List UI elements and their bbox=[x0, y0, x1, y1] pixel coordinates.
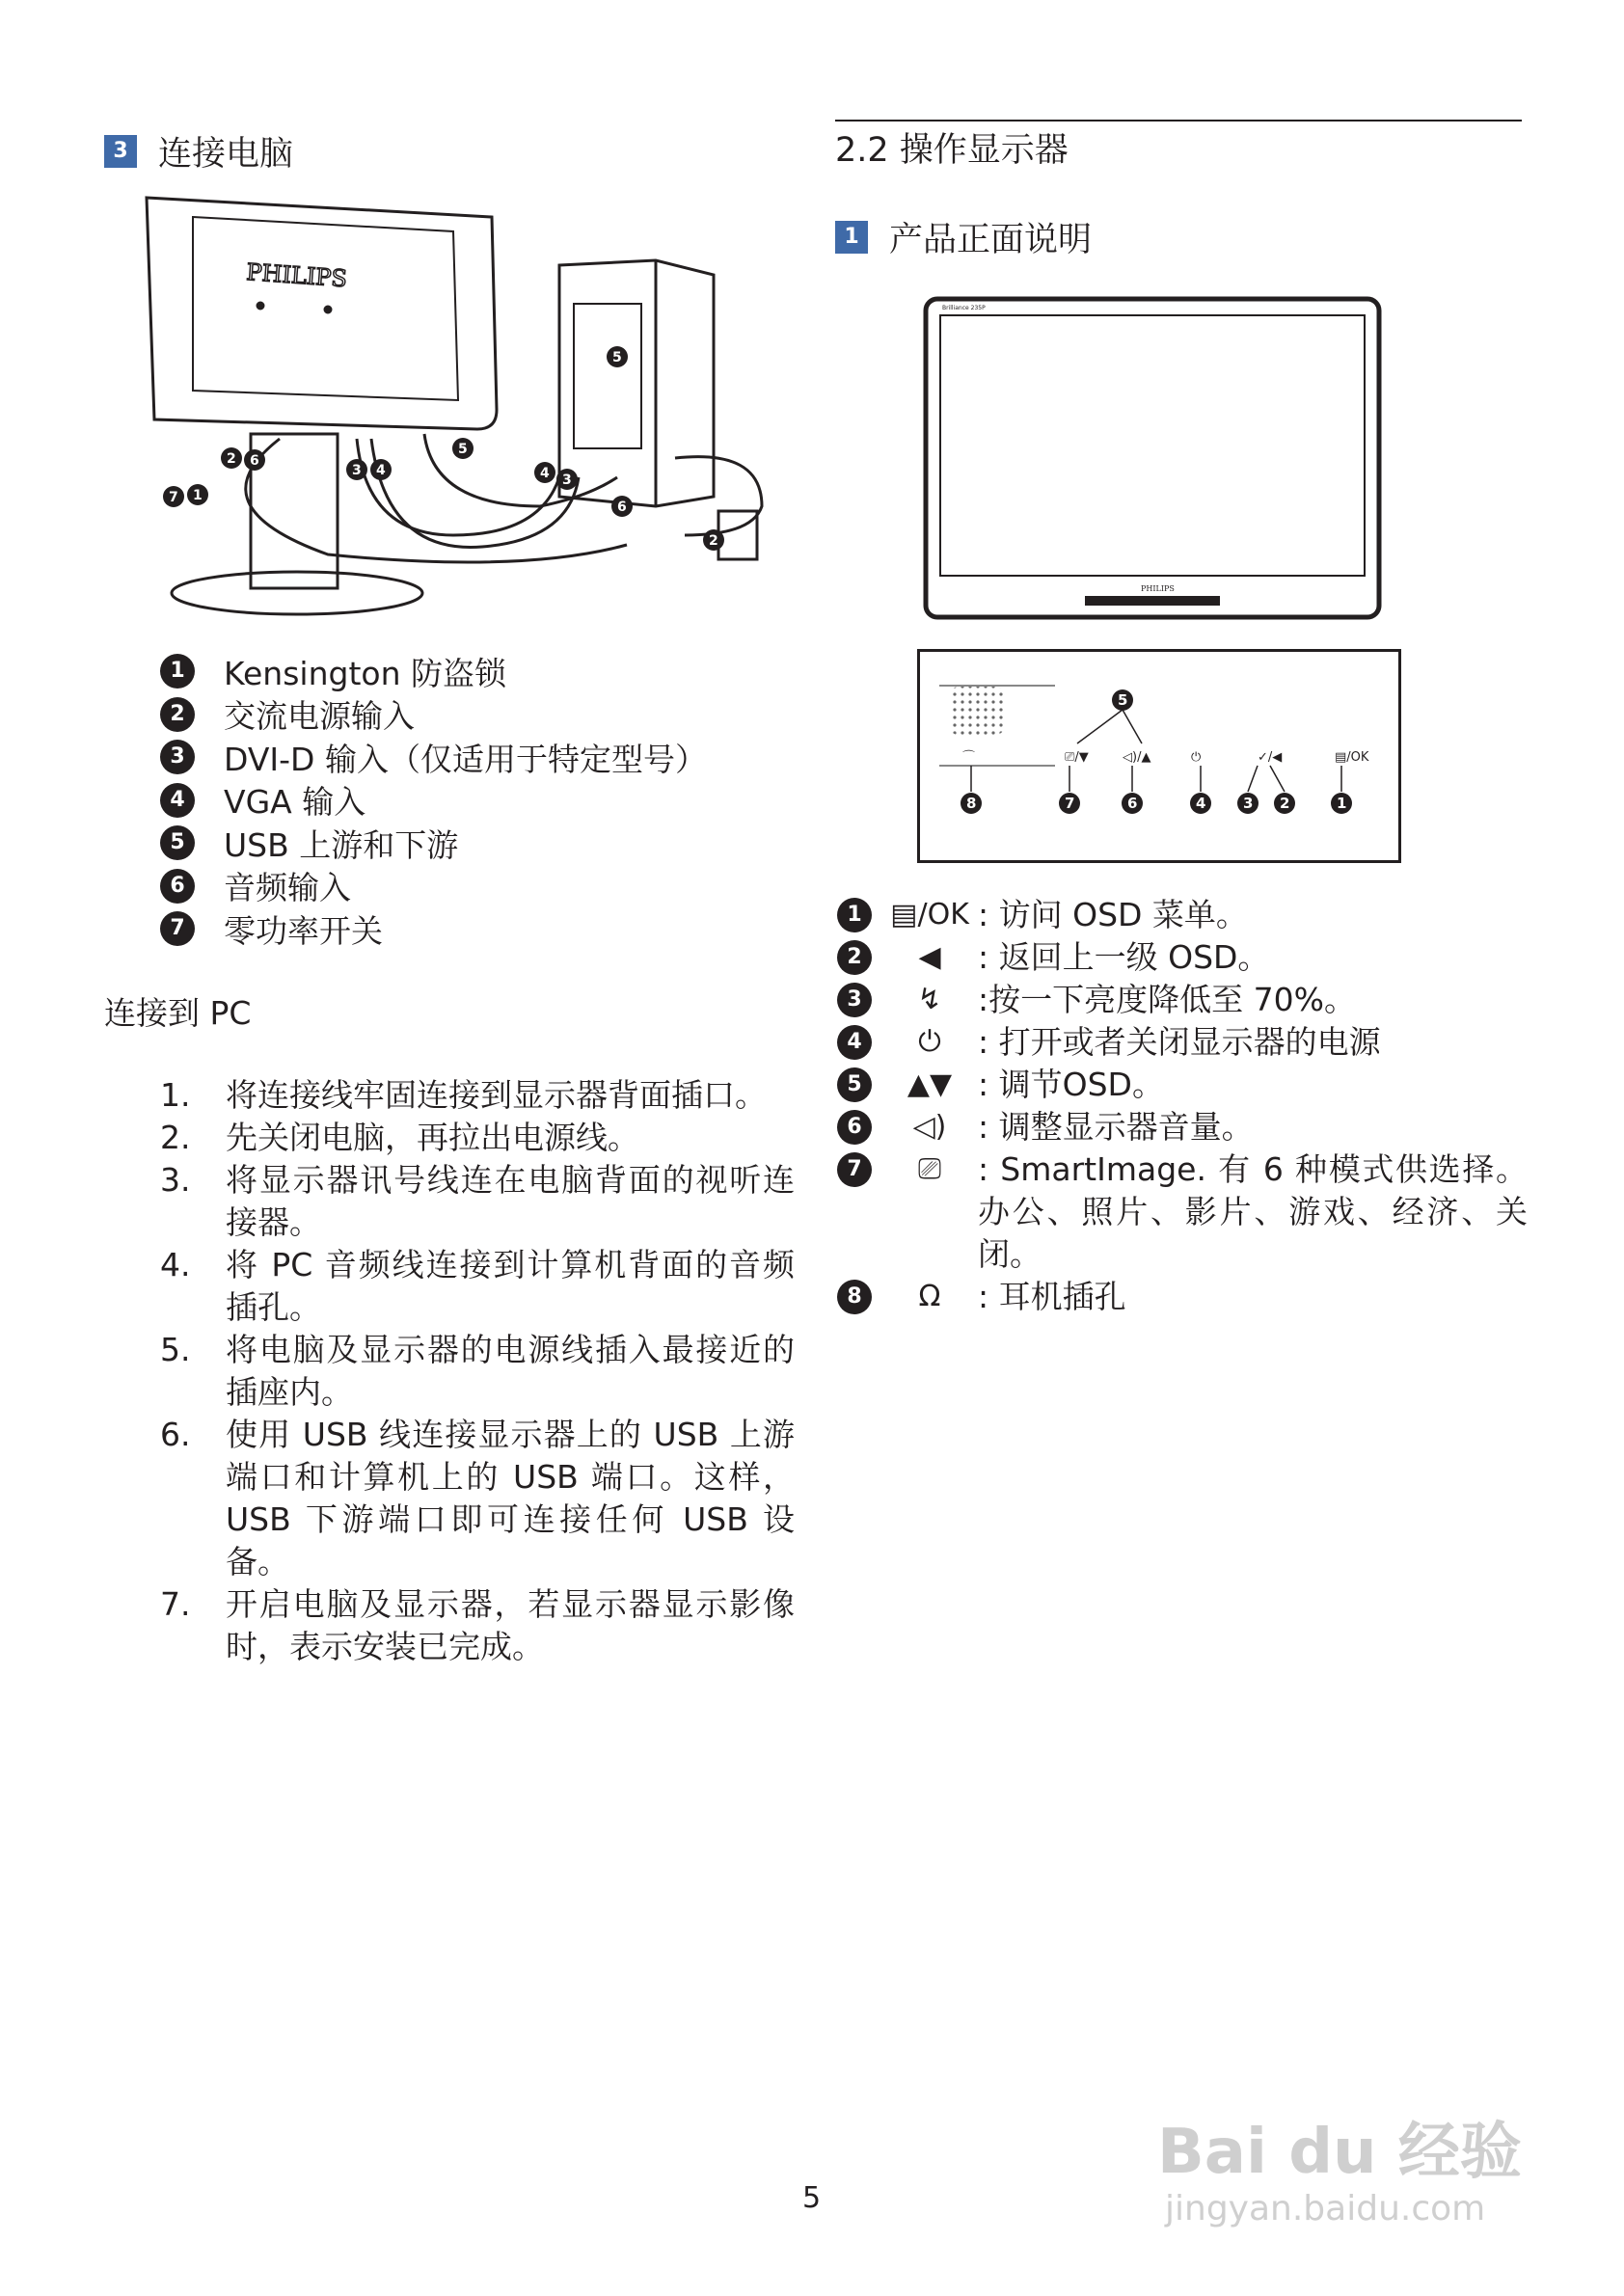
step-item bbox=[160, 1117, 795, 1159]
control-item bbox=[837, 1276, 1528, 1318]
svg-text:5: 5 bbox=[612, 350, 622, 365]
monitor-model-label: Brilliance 235P bbox=[942, 305, 986, 311]
legend-number: 3 bbox=[160, 740, 195, 774]
chapter-rule bbox=[835, 120, 1522, 122]
legend-label: DVI-D 输入（仅适用于特定型号） bbox=[224, 740, 707, 778]
control-number: 7 bbox=[837, 1152, 872, 1187]
control-desc: : 调整显示器音量。 bbox=[978, 1108, 1254, 1146]
step-item bbox=[160, 1329, 795, 1414]
control-panel-detail bbox=[917, 649, 1401, 863]
control-desc: : 耳机插孔 bbox=[978, 1278, 1126, 1315]
control-item bbox=[837, 979, 1528, 1021]
legend-item bbox=[160, 650, 707, 693]
monitor-screen bbox=[940, 315, 1365, 576]
control-list bbox=[837, 894, 1528, 1318]
step-number: 4. bbox=[160, 1246, 191, 1283]
svg-text:6: 6 bbox=[1127, 795, 1138, 812]
svg-text:2: 2 bbox=[227, 451, 236, 467]
step-number: 5. bbox=[160, 1331, 191, 1368]
section-heading-connect bbox=[104, 127, 293, 176]
legend-number: 7 bbox=[160, 911, 195, 946]
control-number: 1 bbox=[837, 898, 872, 932]
brightness-icon: ↯ bbox=[917, 983, 942, 1016]
watermark-logo: Bai du 经验 bbox=[1157, 2117, 1522, 2188]
control-number: 2 bbox=[837, 940, 872, 975]
svg-text:4: 4 bbox=[1196, 795, 1206, 812]
section-title: 连接电脑 bbox=[158, 135, 294, 174]
legend-label: 交流电源输入 bbox=[224, 697, 415, 736]
svg-text:3: 3 bbox=[352, 463, 362, 478]
legend-label: 音频输入 bbox=[224, 869, 351, 907]
panel-label-brightness-back: ✓/◀ bbox=[1258, 750, 1283, 765]
panel-label-menu: ▤/OK bbox=[1335, 750, 1369, 765]
svg-text:7: 7 bbox=[1065, 795, 1075, 812]
svg-text:5: 5 bbox=[458, 442, 468, 457]
monitor-front-brand: PHILIPS bbox=[1141, 584, 1175, 593]
setup-steps bbox=[160, 1074, 795, 1668]
page-number: 5 bbox=[802, 2181, 822, 2215]
panel-label-volume: ◁)/▲ bbox=[1123, 750, 1151, 765]
legend-label: 零功率开关 bbox=[224, 911, 383, 950]
svg-text:2: 2 bbox=[709, 533, 718, 549]
cable-dvi bbox=[371, 439, 579, 548]
svg-text:5: 5 bbox=[1118, 691, 1128, 709]
step-text: 将显示器讯号线连在电脑背面的视听连接器。 bbox=[226, 1161, 795, 1241]
control-number: 6 bbox=[837, 1110, 872, 1145]
control-item bbox=[837, 894, 1528, 936]
control-panel-svg bbox=[920, 652, 1398, 860]
legend-item bbox=[160, 907, 707, 951]
control-desc: : 打开或者关闭显示器的电源 bbox=[978, 1023, 1381, 1061]
svg-text:1: 1 bbox=[193, 488, 203, 503]
step-text: 将连接线牢固连接到显示器背面插口。 bbox=[226, 1076, 767, 1114]
legend-item bbox=[160, 693, 707, 737]
step-number: 2. bbox=[160, 1119, 191, 1156]
legend-number: 6 bbox=[160, 869, 195, 904]
legend-number: 5 bbox=[160, 825, 195, 860]
step-number: 1. bbox=[160, 1076, 191, 1114]
computer-tower bbox=[559, 260, 714, 506]
svg-text:2: 2 bbox=[1280, 795, 1290, 812]
legend-item bbox=[160, 822, 707, 865]
step-text: 开启电脑及显示器，若显示器显示影像时，表示安装已完成。 bbox=[226, 1585, 795, 1665]
step-number: 6. bbox=[160, 1416, 191, 1453]
legend-label: Kensington 防盗锁 bbox=[224, 654, 506, 692]
svg-text:4: 4 bbox=[376, 463, 386, 478]
menu-ok-icon: ▤/OK bbox=[890, 898, 969, 932]
back-arrow-icon: ◀ bbox=[918, 940, 941, 974]
watermark-url: jingyan.baidu.com bbox=[1165, 2189, 1486, 2228]
svg-text:7: 7 bbox=[169, 490, 178, 505]
control-item bbox=[837, 1064, 1528, 1106]
svg-text:6: 6 bbox=[250, 453, 259, 469]
step-number: 7. bbox=[160, 1585, 191, 1623]
step-text: 将电脑及显示器的电源线插入最接近的插座内。 bbox=[226, 1331, 795, 1411]
control-desc: : SmartImage. 有 6 种模式供选择。办公、照片、影片、游戏、经济、关闭。 bbox=[978, 1150, 1528, 1273]
legend-number: 2 bbox=[160, 697, 195, 732]
svg-text:1: 1 bbox=[1337, 795, 1347, 812]
control-item bbox=[837, 936, 1528, 979]
up-down-arrows-icon: ▲▼ bbox=[907, 1067, 953, 1101]
section-title: 产品正面说明 bbox=[889, 221, 1093, 259]
control-desc: : 访问 OSD 菜单。 bbox=[978, 896, 1248, 933]
legend-number: 1 bbox=[160, 654, 195, 689]
control-number: 3 bbox=[837, 983, 872, 1017]
monitor-brand-logo: PHILIPS bbox=[245, 258, 348, 293]
control-desc: : 返回上一级 OSD。 bbox=[978, 938, 1270, 976]
control-number: 5 bbox=[837, 1067, 872, 1102]
speaker-grille bbox=[949, 687, 1005, 735]
step-item bbox=[160, 1414, 795, 1583]
control-desc: : 调节OSD。 bbox=[978, 1066, 1164, 1103]
svg-text:4: 4 bbox=[540, 466, 550, 481]
step-text: 将 PC 音频线连接到计算机背面的音频插孔。 bbox=[226, 1246, 795, 1326]
section-heading-front bbox=[835, 213, 1092, 261]
power-icon: ⏻ bbox=[918, 1025, 941, 1059]
connection-diagram bbox=[135, 188, 800, 632]
legend-item bbox=[160, 865, 707, 908]
panel-label-headphone: ⌒ bbox=[962, 750, 976, 765]
headphone-icon: Ω bbox=[918, 1280, 941, 1313]
connector-legend bbox=[160, 650, 707, 951]
step-text: 先关闭电脑，再拉出电源线。 bbox=[226, 1119, 639, 1156]
panel-label-smartimage: ⎚/▼ bbox=[1065, 750, 1089, 765]
section-number: 1 bbox=[835, 221, 868, 254]
control-desc: :按一下亮度降低至 70%。 bbox=[978, 981, 1356, 1018]
svg-text:3: 3 bbox=[1243, 795, 1254, 812]
control-item bbox=[837, 1148, 1528, 1276]
monitor-bezel bbox=[926, 299, 1379, 617]
control-number: 4 bbox=[837, 1025, 872, 1060]
step-text: 使用 USB 线连接显示器上的 USB 上游端口和计算机上的 USB 端口。这样，USB 下游端口即可连接任何 USB 设备。 bbox=[226, 1416, 795, 1580]
step-item bbox=[160, 1244, 795, 1329]
legend-item bbox=[160, 736, 707, 779]
connect-pc-heading: 连接到 PC bbox=[104, 994, 252, 1032]
control-item bbox=[837, 1106, 1528, 1148]
svg-text:3: 3 bbox=[562, 473, 572, 488]
smartimage-icon: ⎚ bbox=[918, 1152, 941, 1186]
step-item bbox=[160, 1159, 795, 1244]
section-number: 3 bbox=[104, 135, 137, 168]
legend-label: USB 上游和下游 bbox=[224, 825, 459, 864]
power-outlet bbox=[718, 511, 757, 559]
step-item bbox=[160, 1583, 795, 1668]
step-number: 3. bbox=[160, 1161, 191, 1199]
legend-number: 4 bbox=[160, 783, 195, 818]
chapter-title: 2.2 操作显示器 bbox=[835, 131, 1069, 170]
control-number: 8 bbox=[837, 1280, 872, 1314]
monitor-front-diagram bbox=[921, 294, 1384, 622]
cable-audio bbox=[246, 439, 627, 562]
svg-text:6: 6 bbox=[617, 500, 627, 515]
step-item bbox=[160, 1074, 795, 1117]
legend-item bbox=[160, 779, 707, 823]
panel-label-power: ⏻ bbox=[1191, 750, 1202, 765]
speaker-icon: ◁) bbox=[912, 1110, 947, 1144]
svg-text:8: 8 bbox=[966, 795, 977, 812]
control-item bbox=[837, 1021, 1528, 1064]
legend-label: VGA 输入 bbox=[224, 783, 366, 822]
